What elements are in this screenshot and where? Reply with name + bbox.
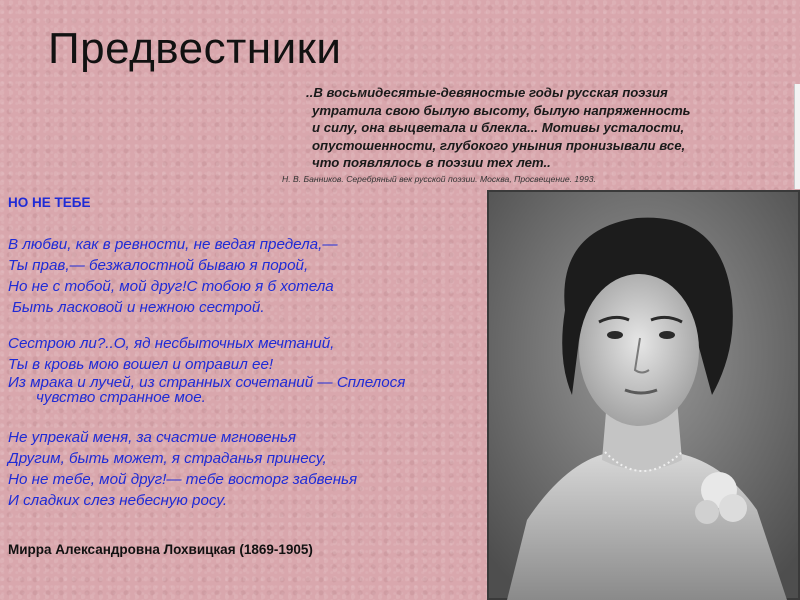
poem-line: Сестрою ли?..О, яд несбыточных мечтаний, — [8, 335, 335, 352]
poem-line: Не упрекай меня, за счастие мгновенья — [8, 429, 297, 446]
quote-line: что появлялось в поэзии тех лет.. — [312, 155, 551, 171]
poem-line: Быть ласковой и нежною сестрой. — [12, 299, 265, 316]
poem-line: Но не с тобой, мой друг!С тобою я б хотела — [8, 278, 334, 295]
poem-line: Ты в кровь мою вошел и отравил ее! — [8, 356, 274, 373]
portrait-photo — [487, 190, 800, 600]
portrait-image — [487, 190, 800, 600]
quote-line: утратила свою былую высоту, былую напряженность — [312, 102, 691, 118]
poem-block — [8, 195, 478, 511]
author-years: (1869-1905) — [239, 542, 313, 557]
poem-line: чувство странное мое. — [36, 389, 206, 406]
slide-edge-decoration — [794, 84, 800, 189]
poem-line: В любви, как в ревности, не ведая предела,— — [8, 236, 338, 253]
poem-line: Из мрака и лучей, из странных сочетаний — Сплелося — [8, 374, 406, 391]
poem-line: Другим, быть может, я страданья принесу, — [8, 450, 327, 467]
quote-source: Н. В. Банников. Серебряный век русской поэзии. Москва, Просвещение. 1993. — [282, 174, 596, 184]
quote-line: опустошенности, глубокого уныния пронизывали все, — [312, 137, 686, 153]
poem-line: Ты прав,— безжалостной бываю я порой, — [8, 257, 309, 274]
poem-line: И сладких слез небесную росу. — [8, 492, 228, 509]
poem-line: Но не тебе, мой друг!— тебе восторг забвенья — [8, 471, 358, 488]
quote-line: ..В восьмидесятые-девяностые годы русская поэзия — [306, 85, 668, 100]
author-caption — [8, 542, 313, 557]
quote-line: и силу, она выцветала и блекла... Мотивы усталости, — [312, 120, 685, 136]
slide-title: Предвестники — [48, 24, 342, 73]
poem-title: НО НЕ ТЕБЕ — [8, 195, 91, 210]
author-name: Мирра Александровна Лохвицкая — [8, 542, 240, 557]
epigraph-quote — [306, 84, 776, 172]
